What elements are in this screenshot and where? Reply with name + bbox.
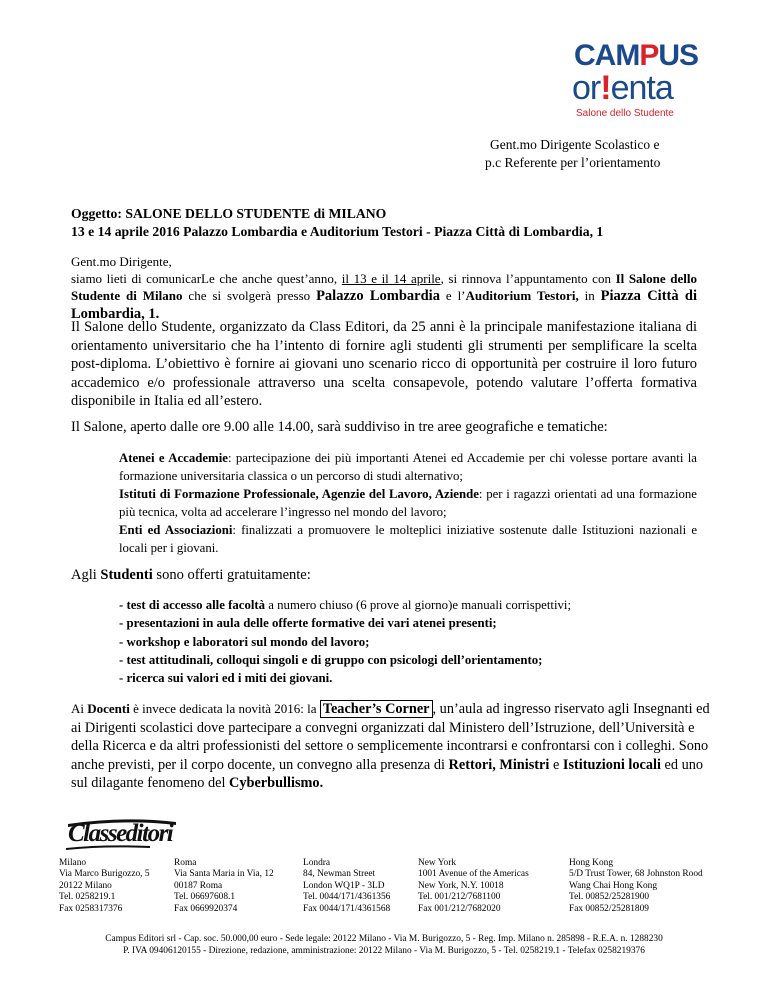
intro-paragraph — [71, 253, 697, 323]
recipient-line: p.c Referente per l’orientamento — [485, 155, 661, 170]
students-heading: Agli Studenti sono offerti gratuitamente: — [71, 567, 311, 583]
classeditori-wordmark: Classeditori — [68, 820, 173, 847]
description-paragraph: Il Salone dello Studente, organizzato da Class Editori, da 25 anni è la principale manifestazione italiana di orientamento universitario che ha l’intento di fornire agli studenti gli strumenti per semplificare la scelta post-diploma. L’obiettivo è fornire ai giovani uno scenario ricco di opportunità per costruire il loro futuro accademico e/o professionale attraverso una scelta consapevole, potendo valutare l’offerta formativa disponibile in Italia ed all’estero. — [71, 319, 697, 409]
legal-footer — [0, 934, 768, 957]
logo-tagline: Salone dello Studente — [576, 108, 674, 119]
students-offer-list — [119, 596, 719, 687]
list-item: - test attitudinali, colloqui singoli e di gruppo con psicologi dell’orientamento; — [119, 652, 543, 667]
office-londra: Londra 84, Newman Street London WQ1P - 3LD Tel. 0044/171/4361356 Fax 0044/171/4361568 — [303, 858, 391, 914]
recipient-line: Gent.mo Dirigente Scolastico e — [490, 137, 660, 152]
subject-line: Oggetto: SALONE DELLO STUDENTE di MILANO — [71, 206, 387, 221]
logo-orienta-word: or!enta — [572, 69, 673, 107]
subject-line: 13 e 14 aprile 2016 Palazzo Lombardia e Auditorium Testori - Piazza Città di Lombardia, 1 — [71, 224, 604, 239]
recipient-block — [470, 136, 710, 172]
logo-campus-word: CAMPUS — [574, 39, 699, 72]
campus-orienta-logo — [562, 40, 702, 120]
area-item: Atenei e Accademie: partecipazione dei più importanti Atenei ed Accademie per chi volesse portare avanti la formazione universitaria classica o un percorso di studi alternativo; — [119, 451, 697, 483]
office-roma: Roma Via Santa Maria in Via, 12 00187 Roma Tel. 06697608.1 Fax 0669920374 — [174, 858, 274, 914]
area-item: Enti ed Associazioni: finalizzati a promuovere le molteplici iniziative sostenute dalle Istituzioni nazionali e locali per i giovani. — [119, 523, 697, 555]
office-new-york: New York 1001 Avenue of the Americas New York, N.Y. 10018 Tel. 001/212/7681100 Fax 001/212/7682020 — [418, 858, 529, 914]
intro-text: siamo lieti di comunicarLe che anche quest’anno, il 13 e il 14 aprile, si rinnova l’appuntamento con Il Salone dello Studente di Milano che si svolgerà presso Palazzo Lombardia e l’Auditorium Testori, in Piazza Città di Lombardia, 1. — [71, 271, 697, 322]
list-item: - workshop e laboratori sul mondo del lavoro; — [119, 634, 370, 649]
teachers-corner-label: Teacher’s Corner — [320, 700, 433, 718]
office-hong-kong: Hong Kong 5/D Trust Tower, 68 Johnston Rood Wang Chai Hong Kong Tel. 00852/25281900 Fax 00852/25281809 — [569, 858, 703, 914]
classeditori-logo — [64, 818, 184, 854]
list-item: - test di accesso alle facoltà a numero chiuso (6 prove al giorno)e manuali corrispettivi; — [119, 598, 572, 612]
teachers-paragraph: Ai Docenti è invece dedicata la novità 2016: la Teacher’s Corner , un’aula ad ingresso riservato agli Insegnanti ed ai Dirigenti scolastici dove partecipare a convegni organizzati dal Ministero dell’Istruzione, dell’Università e della Ricerca e da altri professionisti del settore o semplicemente incontrarsi e confrontarsi con i colleghi. Sono anche previsti, per il corpo docente, un convegno alla presenza di Rettori, Ministri e Istituzioni locali ed uno sul dilagante fenomeno del Cyberbullismo. — [71, 701, 710, 791]
subject-block — [71, 205, 721, 241]
event-dates: il 13 e il 14 aprile — [341, 271, 441, 286]
areas-list — [119, 449, 697, 557]
greeting: Gent.mo Dirigente, — [71, 254, 172, 269]
office-milano: Milano Via Marco Burigozzo, 5 20122 Milano Tel. 0258219.1 Fax 0258317376 — [59, 858, 150, 914]
list-item: - ricerca sui valori ed i miti dei giovani. — [119, 671, 333, 686]
list-item: - presentazioni in aula delle offerte formative dei vari atenei presenti; — [119, 616, 497, 631]
footer-line: Campus Editori srl - Cap. soc. 50.000,00 euro - Sede legale: 20122 Milano - Via M. Burigozzo, 5 - Reg. Imp. Milano n. 285898 - R.E.A. n. 1288230 — [105, 934, 663, 944]
areas-intro: Il Salone, aperto dalle ore 9.00 alle 14.00, sarà suddiviso in tre aree geografiche e tematiche: — [71, 419, 608, 435]
footer-line: P. IVA 09406120155 - Direzione, redazione, amministrazione: 20122 Milano - Via M. Burigozzo, 5 - Tel. 0258219.1 - Telefax 0258219376 — [123, 945, 645, 956]
area-item: Istituti di Formazione Professionale, Agenzie del Lavoro, Aziende: per i ragazzi orientati ad una formazione più tecnica, volta ad accelerare l’ingresso nel mondo del lavoro; — [119, 487, 697, 519]
